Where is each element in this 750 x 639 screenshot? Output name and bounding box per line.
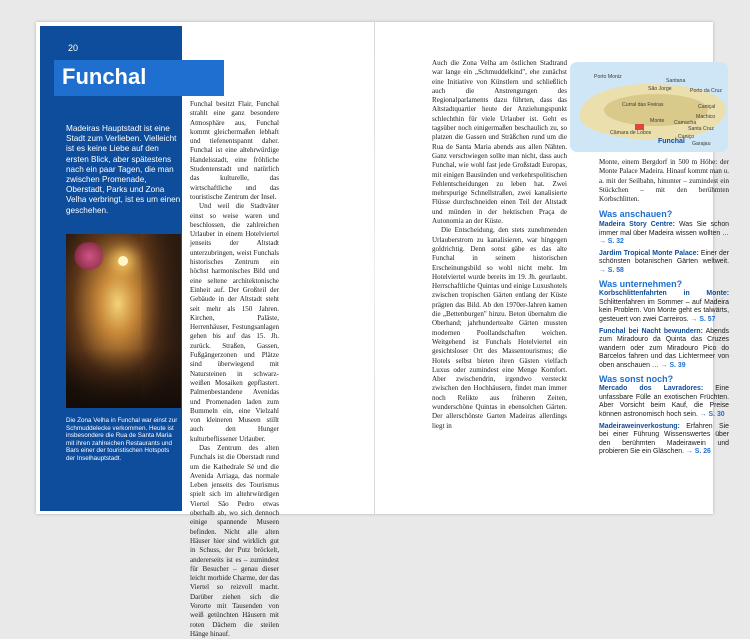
madeira-map — [570, 62, 728, 152]
photo-street — [66, 348, 181, 408]
info-entry — [599, 290, 729, 324]
paragraph: Und weil die Stadtväter einst so weise waren und beschlossen, die zahlreichen Urlauber in einem Hotelviertel jenseits der Altstadt unterzubringen, weist Funchals historisches Zentrum ein höchst harmonisches Bild und eine seltene architektonische Einheit auf. Der Großteil der Gebäude in der Altstadt steht seit mehr als 150 Jahren. Kirchen, Paläste, Herrenhäuser, Festungsanlagen gehen bis auf das 15. Jh. zurück. Straßen, Gassen, Fußgängerzonen und Plätze sind überwiegend mit Natursteinen in schwarz-weißen Mosaiken gepflastert. Palmenbestandene Avenidas und Promenaden laden zum Bummeln ein, eine Vielzahl von kleineren Museen stillt auch den Hunger kulturbeflissener Urlauber. — [190, 202, 279, 443]
section-heading: Was unternehmen? — [599, 278, 683, 289]
info-entry — [599, 423, 729, 457]
info-entry — [599, 250, 729, 276]
page-number: 20 — [68, 43, 79, 53]
entry-text: Eine unfassbare Fülle an exotischen Früchten. Aber Vorsicht beim Kauf, die Preise können astronomisch hoch sein. — [599, 385, 729, 418]
body-column-2 — [432, 59, 567, 431]
map-label: Caniço — [678, 134, 695, 140]
photo-caption: Die Zona Velha in Funchal war einst zur Schmuddelecke verkommen. Heute ist insbesondere die Rua de Santa Maria mit ihren zahlreichen Restaurants und Bars einer der touristischen Hotspots der Inselhauptstadt. — [66, 417, 178, 462]
map-label: Câmara de Lobos — [610, 130, 652, 136]
map-label: Santana — [666, 78, 686, 84]
map-label: Santa Cruz — [688, 126, 714, 132]
section-heading: Was sonst noch? — [599, 373, 674, 384]
photo-flowers — [72, 242, 106, 270]
entry-text: Was Sie schon immer mal über Madeira wissen wollten … — [599, 221, 729, 237]
entry-key: Jardim Tropical Monte Palace: — [599, 249, 699, 257]
page-ref: → S. 58 — [599, 267, 624, 275]
page-ref: → S. 57 — [690, 316, 716, 324]
page-title: Funchal — [62, 64, 147, 89]
map-label: Machico — [696, 114, 716, 120]
map-label: Monte — [650, 118, 665, 124]
map-city-label: Funchal — [658, 138, 685, 145]
page-ref: → S. 26 — [685, 448, 711, 456]
book-spread — [36, 22, 729, 638]
entry-key: Korbschlittenfahrten in Monte: — [599, 290, 729, 298]
section-heading: Was anschauen? — [599, 209, 673, 220]
sidebar-panel — [40, 26, 182, 511]
entry-text: Einer der schönsten botanischen Gärten weltweit. — [599, 249, 729, 266]
entry-text: Schlittenfahren im Sommer – auf Madeira kein Problem. Von Monte geht es talwärts, gesteuert von zwei Carreiros. — [599, 298, 729, 324]
page-ref: → S. 32 — [599, 238, 624, 246]
entry-key: Madeira Story Centre: — [599, 221, 675, 229]
info-lead: Monte, einem Bergdorf in 500 m Höhe: der Monte Palace Madeira. Hinauf kommt man u. a. mit der Seilbahn, hinunter – zumindest ein Stückchen – mit den berühmten Korbschlitten. — [599, 158, 729, 204]
paragraph: Die Entscheidung, den stets zunehmenden Urlauberstrom zu kanalisieren, war hingegen goldrichtig. Denn sonst gäbe es das alte Funchal in seinem historischen Erscheinungsbild so wohl nicht mehr. Im Hotelviertel wurde bereits im 19. Jh. geurlaubt. Herrschaftliche Quintas und einige Luxushotels zwischen tropischen Gärten entlang der Küste prägten das Bild. Ab den 1970er-Jahren kamen die „Bettenburgen" hinzu. Beton übernahm die Oberhand; jahrhundertealte Gärten mussten modernen Poollandschaften weichen. Weitgehend ist Funchals Hotelviertel ein gesichtsloser Ort des Massentourismus; die Hotels selbst bieten ihren Gästen vielfach Luxus oder zumindest eine Menge Komfort. Aber zwischendrin, irgendwo versteckt zwischen den Hochhäusern, findet man immer noch Relikte aus früheren Zeiten, wunderschöne Quintas in ebensolchen Gärten. Der allerschönste Garten Madeiras allerdings liegt in — [432, 226, 567, 430]
photo-lamp — [118, 256, 128, 266]
map-label: Garajau — [692, 141, 711, 147]
map-label: Curral das Freiras — [622, 102, 664, 108]
entry-key: Funchal bei Nacht bewundern: — [599, 327, 703, 335]
info-entry — [599, 328, 729, 371]
map-label: Porto da Cruz — [690, 88, 723, 94]
entry-key: Madeiraweinverkostung: — [599, 422, 680, 430]
page-gutter — [374, 22, 375, 514]
map-label: Caniçal — [698, 104, 716, 110]
street-photo — [66, 234, 181, 408]
funchal-marker-icon — [635, 124, 644, 130]
info-entry — [599, 221, 729, 247]
title-bar — [54, 60, 224, 96]
info-column — [599, 158, 729, 460]
page-ref: → S. 39 — [660, 361, 686, 369]
entry-key: Mercado dos Lavradores: — [599, 385, 704, 393]
page-ref: → S. 30 — [699, 410, 725, 418]
body-column-1 — [190, 100, 279, 639]
paragraph: Das Zentrum des alten Funchals ist die Oberstadt rund um die Kathedrale Sé und die Avenida Arriaga, das normale Leben jenseits des Tourismus spielt sich im altehrwürdigen Viertel São Pedro etwas oberhalb ab, wo sich dennoch einige spannende Museen befinden. Nicht alle alten Häuser hier sind wirklich gut in Schuss, der Putz bröckelt, andererseits ist es – zumindest für Besucher – genau dieser leicht morbide Charme, der das Viertel so reizvoll macht. Darüber ziehen sich die Vororte mit Tausenden von weiß getünchten Häusern mit roten Dächern die steilen Hänge hinauf. — [190, 443, 279, 638]
intro-text: Madeiras Hauptstadt ist eine Stadt zum Verlieben. Vielleicht ist es keine Liebe auf den ersten Blick, aber spätestens nach ein paar Tagen, die man zwischen Promenade, Oberstadt, Parks und Zona Velha verbringt, ist es um einen geschehen. — [66, 124, 181, 215]
paragraph: Auch die Zona Velha am östlichen Stadtrand war lange ein „Schmuddelkind", ehe zunächst eine Initiative von Künstlern und schließlich auch die Anstrengungen des Regionalparlaments dazu führten, dass das Altstadtquartier heute der Anziehungspunkt schlechthin für viele Urlauber ist. Geht es tagsüber noch einigermaßen beschaulich zu, so platzen die Gassen und Sträßchen rund um die Rua de Santa Maria abends aus allen Nähten. Ganz verschwiegen sollte man nicht, dass auch Funchal, wie wohl fast jede Großstadt Europas, mit einigen Bausünden und verkehrspolitischen Fehlentscheidungen zu leben hat. Zwei mehrspurige Schnellstraßen, zwei kanalisierte Flüsse durchschneiden einen Teil der Altstadt und münden in der hektischen Praça de Autonomia an der Küste. — [432, 59, 567, 226]
info-entry — [599, 385, 729, 419]
paragraph: Funchal besitzt Flair, Funchal strahlt eine ganz besondere Atmosphäre aus, Funchal kommt gleichermaßen lebhaft und tiefenentspannt daher. Funchal ist eine altehrwürdige Handelsstadt, eine fröhliche Studentenstadt und natürlich das kulturelle, das wirtschaftliche und das touristische Zentrum der Insel. — [190, 100, 279, 201]
entry-text: Erfahren Sie bei einer Führung Wissenswertes über den berühmten Madeirawein und probieren Sie ein Gläschen. — [599, 422, 729, 456]
map-label: Porto Moniz — [594, 74, 622, 80]
entry-text: Abends zum Miradouro da Quinta das Cruzes wandern oder zum Miradouro Pico do Barcelos fahren und das Lichtermeer von oben anschauen … — [599, 327, 729, 369]
map-label: Camacha — [674, 120, 697, 126]
map-label: São Jorge — [648, 86, 672, 92]
